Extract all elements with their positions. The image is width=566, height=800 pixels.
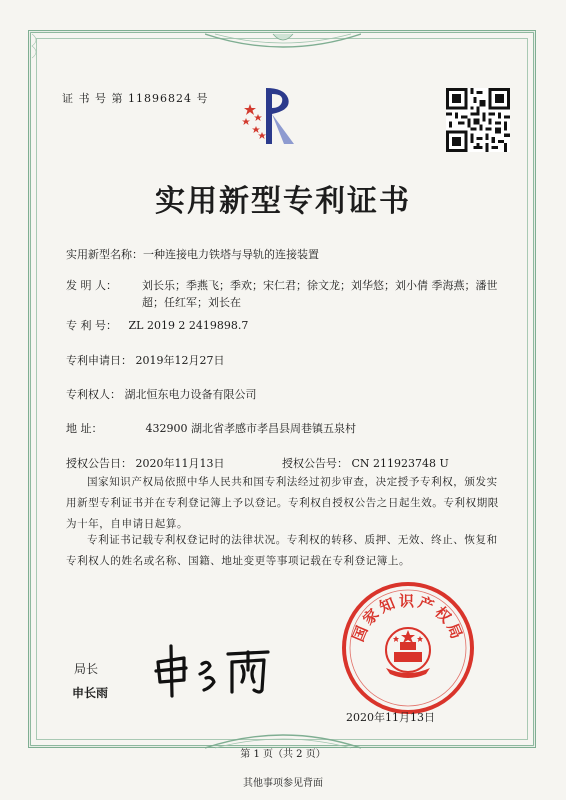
inventor-row [66,277,117,294]
utility-model-name-value: 一种连接电力铁塔与导轨的连接装置 [143,248,319,261]
inventor-label: 发 明 人： [66,279,117,292]
utility-model-name-row [66,246,319,263]
seal-text: 国家知识产权局 [349,592,467,645]
director-title: 局长 [74,662,99,676]
address-value: 432900 湖北省孝感市孝昌县周巷镇五泉村 [145,422,356,435]
official-seal [338,578,478,718]
utility-model-name-label: 实用新型名称： [66,248,143,261]
application-date-label: 专利申请日： [66,354,132,367]
address-label: 地 址： [66,422,103,435]
grant-date-row [66,455,225,472]
patentee-value: 湖北恒东电力设备有限公司 [124,388,257,401]
handwritten-signature [150,640,280,700]
cert-number-label: 证 书 号 第 [62,92,124,105]
legal-status-paragraph: 专利证书记载专利权登记时的法律状况。专利权的转移、质押、无效、终止、恢复和专利权人的姓名或名称、国籍、地址变更等事项记载在专利登记簿上。 [66,534,498,567]
director-name: 申长雨 [72,686,109,700]
cert-number-suffix: 号 [196,92,209,105]
cert-number-value: 11896824 [128,92,192,105]
grant-statement-paragraph: 国家知识产权局依照中华人民共和国专利法经过初步审查，决定授予专利权，颁发实用新型专利证书并在专利登记簿上予以登记。专利权自授权公告之日起生效。专利权期限为十年，自申请日起算。 [66,476,499,530]
grant-number-row [282,455,449,471]
seal-date: 2020年11月13日 [346,711,435,724]
certificate-title: 实用新型专利证书 [155,184,411,219]
patent-number-row [66,317,248,334]
patent-number-value: ZL 2019 2 2419898.7 [128,319,249,332]
patentee-label: 专利权人： [66,388,121,401]
patentee-row [66,386,257,403]
address-row [66,420,356,437]
grant-date-label: 授权公告日： [66,457,132,470]
patent-office-logo [236,84,300,148]
certificate-number [62,90,209,106]
patent-number-label: 专 利 号： [66,319,117,332]
application-date-row [66,352,225,369]
grant-date-value: 2020年11月13日 [135,457,225,470]
grant-number-value: CN 211923748 U [351,457,449,470]
inventor-value: 刘长乐；季燕飞；季欢；宋仁君；徐文龙；刘华悠；刘小倩 季海燕；潘世超；任红军；刘长在 [142,279,498,309]
grant-number-label: 授权公告号： [282,457,348,470]
page-number: 第 1 页（共 2 页） [240,749,326,760]
top-ornament [205,30,361,56]
qr-code-icon [446,88,510,152]
footer-note: 其他事项参见背面 [243,778,323,789]
application-date-value: 2019年12月27日 [135,354,225,367]
